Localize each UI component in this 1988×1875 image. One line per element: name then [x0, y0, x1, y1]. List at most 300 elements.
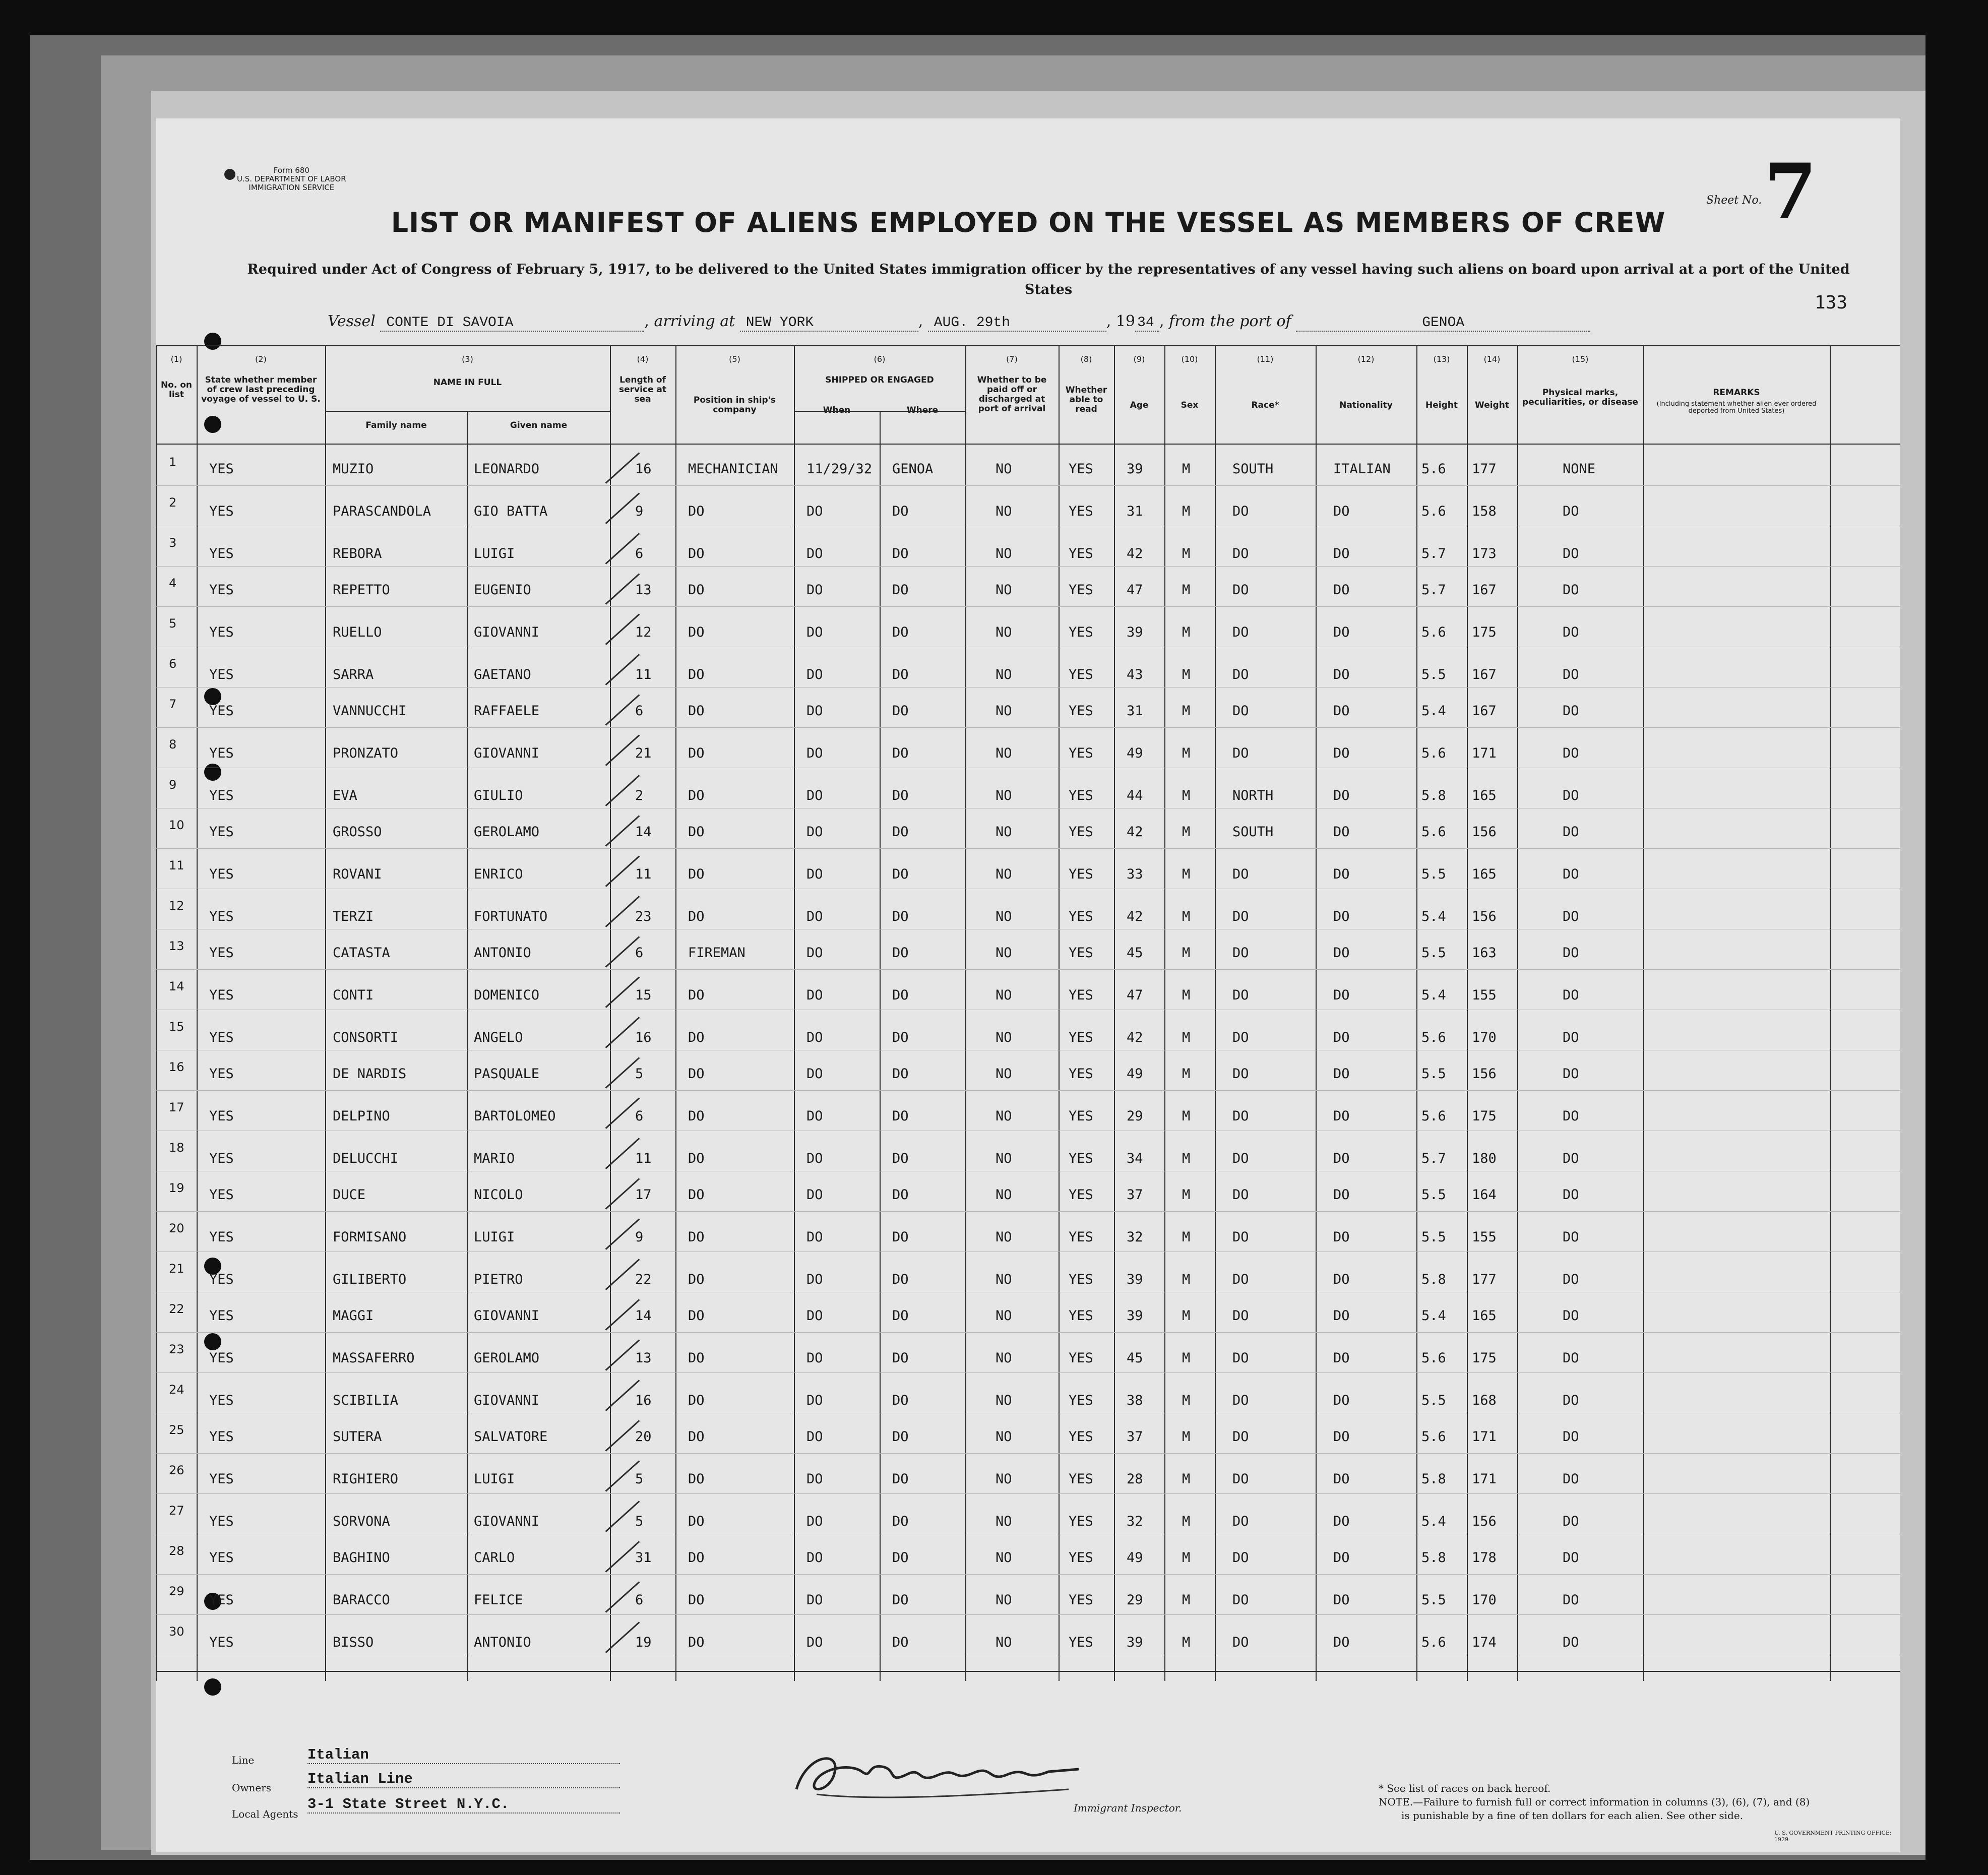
cell-previous-voyage: YES: [209, 1272, 234, 1287]
cell-family-name: DUCE: [333, 1187, 366, 1203]
cell-physical-marks: DO: [1563, 1272, 1579, 1287]
row-rule: [156, 606, 1900, 607]
cell-paid-off: NO: [996, 866, 1012, 882]
header-divider: [325, 411, 610, 412]
cell-shipped-where: DO: [892, 1151, 909, 1166]
agents-value: 3-1 State Street N.Y.C.: [307, 1796, 620, 1814]
header-name: NAME IN FULL: [433, 378, 502, 388]
cell-age: 49: [1127, 745, 1143, 761]
cell-service-length: 14: [635, 1308, 652, 1324]
cell-race: SOUTH: [1232, 461, 1274, 477]
cell-family-name: SARRA: [333, 667, 374, 682]
cell-row-number: 15: [169, 1020, 184, 1034]
cell-weight: 173: [1472, 546, 1497, 561]
cell-given-name: GIOVANNI: [474, 624, 540, 640]
manifest-table: (1) (2) (3) (4) (5) (6) (7) (8) (9) (10) (11) (12) (13) (14) (15) No. on list State whether member of crew last preceding voyage of vessel to U. S. NAME IN FULL Family name Given name Length of service at sea Position in ship's company SHIPPED OR ENGAGED When Where Whether to be paid off or discharged at port of arrival Whether able to read Age Sex Race* Nationality Height Weight Physical marks, peculiarities, or disease REMARKS (Including statement whether alien ever ordered deported from United States) 1 YES MUZIO LEONARDO 16 MECHANICIAN 11/29/32 GENOA NO YES 39 M SOUTH ITALIAN 5.6 177 NONE 2 YES PARASCANDOLA GIO BATTA 9 DO DO DO NO YES 31 M DO DO 5.6 158 DO 3 YES REBORA LUIGI 6 DO DO DO NO YES 42 M DO DO 5.7 173 DO 4 YES REPETTO EUGENIO 13 DO DO DO NO YES 47 M DO DO 5.7 167 DO 5 YES RUELLO GIOVANNI 12 DO DO DO NO YES 39 M DO DO 5.6 175 DO 6 YES SARRA GAETANO 11 DO DO DO NO YES 43 M DO DO 5.5 167 DO 7 YES VANNUCCHI RAFFAELE 6 DO DO DO NO YES 31 M DO DO 5.4 167 DO 8 YES PRONZATO GIOVANNI 21 DO DO DO NO YES 49 M DO DO 5.6 171 DO 9 YES EVA GIULIO 2 DO DO DO NO YES 44 M NORTH DO 5.8 165 DO 10 YES GROSSO GEROLAMO 14 DO DO DO NO YES 42 M SOUTH DO 5.6 156 DO 11 YES ROVANI ENRICO 11 DO DO DO NO YES 33 M DO DO 5.5 165 DO 12 YES TERZI FORTUNATO 23 DO DO DO NO YES 42 M DO DO 5.4 156 DO 13 YES CATASTA ANTONIO 6 FIREMAN DO DO NO YES 45 M DO DO 5.5 163 DO 14 YES CONTI DOMENICO 15 DO DO DO NO YES 47 M DO DO 5.4 155 DO 15 YES CONSORTI ANGELO 16 DO DO DO NO YES 42 M DO DO 5.6 170 DO 16 YES DE NARDIS PASQUALE 5 DO DO DO NO YES 49 M DO DO 5.5 156 DO 17 YES DELPINO BARTOLOMEO 6 DO DO DO NO YES 29 M DO DO 5.6 175 DO 18 YES DELUCCHI MARIO 11 DO DO DO NO YES 34 M DO DO 5.7 180 DO 19 YES DUCE NICOLO 17 DO DO DO NO YES 37 M DO DO 5.5 164 DO 20 YES FORMISANO LUIGI 9 DO DO DO NO YES 32 M DO DO 5.5 155 DO 21 YES GILIBERTO PIETRO 22 DO DO DO NO YES 39 M DO DO 5.8 177 DO 22 YES MAGGI GIOVANNI 14 DO DO DO NO YES 39 M DO DO 5.4 165 DO 23 YES MASSAFERRO GEROLAMO 13 DO DO DO NO YES 45 M DO DO 5.6 175 DO 24 YES SCIBILIA GIOVANNI 16 DO DO DO NO YES 38 M DO DO 5.5 168 DO 25 YES SUTERA SALVATORE 20 DO DO DO NO YES 37 M DO DO 5.6 171 DO 26 YES RIGHIERO LUIGI 5 DO DO DO NO YES 28 M DO DO 5.8 171 DO 27 YES SORVONA GIOVANNI 5 DO DO DO NO YES 32 M DO DO 5.4 156 DO 28 YES BAGHINO CARLO 31 DO DO DO NO YES 49 M DO DO 5.8 178 DO 29 YES BARACCO FELICE 6 DO DO DO NO YES 29 M DO DO 5.5 170 DO 30 YES BISSO ANTONIO 19 DO DO DO NO YES 39 M DO DO 5.6 174 DO: [156, 345, 1900, 1681]
cell-position: DO: [688, 1151, 705, 1166]
cell-shipped-when: DO: [806, 667, 823, 682]
table-border: [156, 345, 1900, 346]
cell-shipped-where: DO: [892, 824, 909, 840]
cell-previous-voyage: YES: [209, 1108, 234, 1124]
cell-nationality: DO: [1333, 945, 1350, 961]
cell-sex: M: [1182, 1108, 1191, 1124]
cell-row-number: 14: [169, 979, 184, 993]
cell-race: DO: [1232, 1350, 1249, 1366]
cell-previous-voyage: YES: [209, 504, 234, 519]
cell-service-length: 5: [635, 1514, 644, 1529]
cell-race: SOUTH: [1232, 824, 1274, 840]
cell-family-name: GILIBERTO: [333, 1272, 407, 1287]
cell-given-name: GIULIO: [474, 788, 523, 803]
cell-service-length: 11: [635, 1151, 652, 1166]
cell-service-length: 13: [635, 1350, 652, 1366]
cell-physical-marks: DO: [1563, 1550, 1579, 1566]
department-seal: [224, 169, 235, 180]
cell-paid-off: NO: [996, 1187, 1012, 1203]
cell-race: DO: [1232, 1514, 1249, 1529]
cell-sex: M: [1182, 945, 1191, 961]
penalty-note-continued: is punishable by a fine of ten dollars for each alien. See other side.: [1401, 1809, 1744, 1822]
cell-nationality: DO: [1333, 1229, 1350, 1245]
cell-weight: 156: [1472, 909, 1497, 924]
cell-position: MECHANICIAN: [688, 461, 778, 477]
cell-family-name: DELUCCHI: [333, 1151, 399, 1166]
header-service: Length of service at sea: [618, 375, 667, 404]
column-divider: [1416, 345, 1417, 1681]
cell-previous-voyage: YES: [209, 1471, 234, 1487]
column-divider: [794, 345, 795, 1681]
cell-position: DO: [688, 1108, 705, 1124]
cell-position: DO: [688, 1550, 705, 1566]
cell-race: DO: [1232, 1471, 1249, 1487]
cell-service-length: 6: [635, 1592, 644, 1608]
cell-shipped-where: DO: [892, 1429, 909, 1445]
cell-height: 5.7: [1421, 1151, 1446, 1166]
cell-family-name: REBORA: [333, 546, 382, 561]
cell-given-name: GIOVANNI: [474, 1393, 540, 1408]
cell-weight: 171: [1472, 1471, 1497, 1487]
cell-shipped-when: DO: [806, 745, 823, 761]
cell-given-name: GAETANO: [474, 667, 531, 682]
cell-race: DO: [1232, 866, 1249, 882]
cell-row-number: 27: [169, 1504, 184, 1518]
cell-shipped-where: DO: [892, 1393, 909, 1408]
cell-given-name: PIETRO: [474, 1272, 523, 1287]
cell-able-to-read: YES: [1069, 1550, 1093, 1566]
cell-row-number: 1: [169, 455, 177, 469]
header-age: Age: [1130, 400, 1149, 410]
cell-nationality: DO: [1333, 1350, 1350, 1366]
cell-position: DO: [688, 1429, 705, 1445]
cell-nationality: DO: [1333, 788, 1350, 803]
cell-weight: 167: [1472, 582, 1497, 598]
cell-shipped-where: GENOA: [892, 461, 934, 477]
cell-race: DO: [1232, 582, 1249, 598]
cell-shipped-where: DO: [892, 582, 909, 598]
cell-family-name: DE NARDIS: [333, 1066, 407, 1082]
cell-previous-voyage: YES: [209, 945, 234, 961]
cell-able-to-read: YES: [1069, 1108, 1093, 1124]
row-rule: [156, 848, 1900, 849]
cell-age: 39: [1127, 1635, 1143, 1650]
line-value: Italian: [307, 1746, 620, 1764]
cell-position: DO: [688, 582, 705, 598]
arriving-port: NEW YORK: [740, 315, 918, 332]
header-divider: [794, 411, 965, 412]
cell-shipped-where: DO: [892, 909, 909, 924]
cell-able-to-read: YES: [1069, 1635, 1093, 1650]
cell-physical-marks: DO: [1563, 1229, 1579, 1245]
cell-paid-off: NO: [996, 987, 1012, 1003]
cell-race: DO: [1232, 1066, 1249, 1082]
cell-shipped-where: DO: [892, 624, 909, 640]
cell-shipped-when: DO: [806, 1030, 823, 1045]
cell-service-length: 9: [635, 504, 644, 519]
cell-nationality: DO: [1333, 1550, 1350, 1566]
cell-paid-off: NO: [996, 1151, 1012, 1166]
cell-able-to-read: YES: [1069, 667, 1093, 682]
cell-height: 5.8: [1421, 1550, 1446, 1566]
cell-nationality: DO: [1333, 824, 1350, 840]
cell-shipped-when: DO: [806, 1514, 823, 1529]
cell-service-length: 6: [635, 546, 644, 561]
cell-family-name: PARASCANDOLA: [333, 504, 431, 519]
cell-service-length: 17: [635, 1187, 652, 1203]
cell-physical-marks: DO: [1563, 788, 1579, 803]
cell-height: 5.6: [1421, 1429, 1446, 1445]
cell-able-to-read: YES: [1069, 504, 1093, 519]
cell-row-number: 28: [169, 1544, 184, 1558]
cell-shipped-where: DO: [892, 1066, 909, 1082]
header-when: When: [823, 405, 851, 415]
cell-race: DO: [1232, 1308, 1249, 1324]
cell-shipped-where: DO: [892, 703, 909, 719]
cell-physical-marks: DO: [1563, 624, 1579, 640]
cell-family-name: RIGHIERO: [333, 1471, 399, 1487]
cell-weight: 158: [1472, 504, 1497, 519]
cell-previous-voyage: YES: [209, 1592, 234, 1608]
cell-physical-marks: DO: [1563, 1592, 1579, 1608]
cell-previous-voyage: YES: [209, 1229, 234, 1245]
cell-position: DO: [688, 745, 705, 761]
cell-previous-voyage: YES: [209, 667, 234, 682]
cell-height: 5.6: [1421, 1635, 1446, 1650]
cell-shipped-where: DO: [892, 546, 909, 561]
header-no: No. on list: [160, 380, 193, 400]
cell-physical-marks: DO: [1563, 546, 1579, 561]
cell-sex: M: [1182, 703, 1191, 719]
cell-service-length: 12: [635, 624, 652, 640]
cell-physical-marks: NONE: [1563, 461, 1596, 477]
cell-service-length: 13: [635, 582, 652, 598]
cell-able-to-read: YES: [1069, 1151, 1093, 1166]
cell-position: DO: [688, 1229, 705, 1245]
cell-service-length: 16: [635, 1393, 652, 1408]
arrival-date: AUG. 29th: [928, 315, 1106, 332]
cell-given-name: EUGENIO: [474, 582, 531, 598]
cell-height: 5.7: [1421, 546, 1446, 561]
cell-weight: 155: [1472, 1229, 1497, 1245]
cell-previous-voyage: YES: [209, 624, 234, 640]
cell-service-length: 23: [635, 909, 652, 924]
cell-race: DO: [1232, 1429, 1249, 1445]
cell-age: 31: [1127, 504, 1143, 519]
cell-sex: M: [1182, 546, 1191, 561]
cell-previous-voyage: YES: [209, 1030, 234, 1045]
header-position: Position in ship's company: [693, 395, 776, 415]
cell-service-length: 2: [635, 788, 644, 803]
cell-previous-voyage: YES: [209, 582, 234, 598]
cell-race: DO: [1232, 1151, 1249, 1166]
cell-position: DO: [688, 546, 705, 561]
cell-shipped-when: DO: [806, 1229, 823, 1245]
cell-service-length: 16: [635, 1030, 652, 1045]
cell-age: 29: [1127, 1592, 1143, 1608]
header-previous-voyage: State whether member of crew last preceding voyage of vessel to U. S.: [201, 375, 321, 404]
cell-position: DO: [688, 624, 705, 640]
cell-height: 5.5: [1421, 1229, 1446, 1245]
cell-able-to-read: YES: [1069, 1592, 1093, 1608]
cell-position: DO: [688, 1635, 705, 1650]
row-rule: [156, 566, 1900, 567]
owners-label: Owners: [232, 1782, 272, 1794]
header-race: Race*: [1251, 400, 1279, 410]
cell-paid-off: NO: [996, 1635, 1012, 1650]
row-rule: [156, 1453, 1900, 1454]
header-weight: Weight: [1475, 400, 1509, 410]
cell-able-to-read: YES: [1069, 1272, 1093, 1287]
cell-position: DO: [688, 987, 705, 1003]
cell-weight: 156: [1472, 1514, 1497, 1529]
cell-previous-voyage: YES: [209, 703, 234, 719]
cell-age: 28: [1127, 1471, 1143, 1487]
cell-service-length: 15: [635, 987, 652, 1003]
cell-physical-marks: DO: [1563, 866, 1579, 882]
cell-sex: M: [1182, 667, 1191, 682]
cell-race: DO: [1232, 1187, 1249, 1203]
column-divider: [610, 345, 611, 1681]
cell-given-name: ANTONIO: [474, 1635, 531, 1650]
cell-nationality: DO: [1333, 582, 1350, 598]
cell-position: DO: [688, 504, 705, 519]
cell-row-number: 8: [169, 737, 177, 752]
column-divider: [1215, 345, 1216, 1681]
arrival-year: 34: [1135, 315, 1159, 332]
penalty-note: NOTE.—Failure to furnish full or correct information in columns (3), (6), (7), and (8): [1379, 1796, 1810, 1808]
cell-nationality: DO: [1333, 1030, 1350, 1045]
cell-row-number: 2: [169, 495, 177, 510]
cell-sex: M: [1182, 1308, 1191, 1324]
cell-weight: 167: [1472, 703, 1497, 719]
cell-family-name: CONTI: [333, 987, 374, 1003]
punch-hole: [204, 1678, 221, 1696]
cell-row-number: 24: [169, 1383, 184, 1397]
cell-service-length: 6: [635, 945, 644, 961]
cell-family-name: TERZI: [333, 909, 374, 924]
row-rule: [156, 1211, 1900, 1212]
cell-family-name: MUZIO: [333, 461, 374, 477]
cell-able-to-read: YES: [1069, 1350, 1093, 1366]
column-divider: [467, 411, 468, 1681]
cell-given-name: FELICE: [474, 1592, 523, 1608]
cell-paid-off: NO: [996, 1592, 1012, 1608]
cell-weight: 155: [1472, 987, 1497, 1003]
cell-weight: 177: [1472, 1272, 1497, 1287]
cell-able-to-read: YES: [1069, 987, 1093, 1003]
cell-age: 39: [1127, 1308, 1143, 1324]
cell-able-to-read: YES: [1069, 745, 1093, 761]
cell-height: 5.5: [1421, 667, 1446, 682]
cell-previous-voyage: YES: [209, 1308, 234, 1324]
cell-race: NORTH: [1232, 788, 1274, 803]
cell-shipped-where: DO: [892, 667, 909, 682]
cell-shipped-where: DO: [892, 987, 909, 1003]
cell-height: 5.8: [1421, 1272, 1446, 1287]
cell-height: 5.6: [1421, 624, 1446, 640]
cell-nationality: DO: [1333, 703, 1350, 719]
cell-race: DO: [1232, 703, 1249, 719]
cell-service-length: 6: [635, 703, 644, 719]
cell-shipped-where: DO: [892, 1550, 909, 1566]
cell-physical-marks: DO: [1563, 1393, 1579, 1408]
cell-paid-off: NO: [996, 1350, 1012, 1366]
cell-position: DO: [688, 1308, 705, 1324]
cell-shipped-when: DO: [806, 1187, 823, 1203]
cell-shipped-when: DO: [806, 1272, 823, 1287]
cell-previous-voyage: YES: [209, 1429, 234, 1445]
cell-family-name: SUTERA: [333, 1429, 382, 1445]
cell-paid-off: NO: [996, 546, 1012, 561]
cell-nationality: DO: [1333, 1272, 1350, 1287]
cell-shipped-where: DO: [892, 1514, 909, 1529]
header-remarks: REMARKS: [1713, 388, 1760, 398]
cell-shipped-when: DO: [806, 1308, 823, 1324]
cell-shipped-where: DO: [892, 1350, 909, 1366]
page-subtitle: Required under Act of Congress of February 5, 1917, to be delivered to the United States immigration officer by the representatives of any vessel having such aliens on board upon arrival at a port of the United States: [247, 262, 1850, 297]
cell-nationality: DO: [1333, 1592, 1350, 1608]
cell-shipped-when: DO: [806, 1151, 823, 1166]
cell-given-name: GEROLAMO: [474, 824, 540, 840]
cell-given-name: LUIGI: [474, 1471, 515, 1487]
cell-height: 5.5: [1421, 1393, 1446, 1408]
cell-race: DO: [1232, 1030, 1249, 1045]
cell-given-name: LEONARDO: [474, 461, 540, 477]
cell-race: DO: [1232, 745, 1249, 761]
cell-shipped-when: DO: [806, 945, 823, 961]
cell-weight: 164: [1472, 1187, 1497, 1203]
cell-able-to-read: YES: [1069, 1429, 1093, 1445]
cell-age: 42: [1127, 546, 1143, 561]
cell-paid-off: NO: [996, 1066, 1012, 1082]
sheet-label: Sheet No.: [1706, 194, 1762, 207]
header-family-name: Family name: [365, 420, 427, 430]
cell-previous-voyage: YES: [209, 1187, 234, 1203]
cell-physical-marks: DO: [1563, 1635, 1579, 1650]
cell-given-name: ANTONIO: [474, 945, 531, 961]
cell-height: 5.4: [1421, 909, 1446, 924]
cell-family-name: REPETTO: [333, 582, 390, 598]
cell-sex: M: [1182, 461, 1191, 477]
cell-given-name: LUIGI: [474, 1229, 515, 1245]
cell-given-name: RAFFAELE: [474, 703, 540, 719]
cell-age: 32: [1127, 1514, 1143, 1529]
cell-given-name: BARTOLOMEO: [474, 1108, 556, 1124]
cell-height: 5.4: [1421, 987, 1446, 1003]
cell-sex: M: [1182, 1592, 1191, 1608]
cell-nationality: DO: [1333, 624, 1350, 640]
cell-family-name: VANNUCCHI: [333, 703, 407, 719]
cell-shipped-when: DO: [806, 1393, 823, 1408]
column-divider: [965, 345, 966, 1681]
cell-row-number: 7: [169, 697, 177, 711]
cell-nationality: ITALIAN: [1333, 461, 1391, 477]
cell-shipped-where: DO: [892, 1592, 909, 1608]
cell-shipped-when: DO: [806, 1471, 823, 1487]
cell-nationality: DO: [1333, 1308, 1350, 1324]
cell-row-number: 25: [169, 1423, 184, 1437]
cell-position: DO: [688, 1514, 705, 1529]
cell-shipped-where: DO: [892, 1108, 909, 1124]
cell-paid-off: NO: [996, 909, 1012, 924]
cell-paid-off: NO: [996, 1229, 1012, 1245]
cell-sex: M: [1182, 745, 1191, 761]
cell-row-number: 21: [169, 1262, 184, 1276]
cell-nationality: DO: [1333, 667, 1350, 682]
cell-paid-off: NO: [996, 667, 1012, 682]
cell-physical-marks: DO: [1563, 1030, 1579, 1045]
cell-paid-off: NO: [996, 1308, 1012, 1324]
cell-given-name: MARIO: [474, 1151, 515, 1166]
row-rule: [156, 727, 1900, 728]
cell-age: 32: [1127, 1229, 1143, 1245]
cell-paid-off: NO: [996, 824, 1012, 840]
cell-service-length: 11: [635, 866, 652, 882]
cell-given-name: PASQUALE: [474, 1066, 540, 1082]
cell-age: 42: [1127, 1030, 1143, 1045]
cell-given-name: ENRICO: [474, 866, 523, 882]
cell-weight: 171: [1472, 745, 1497, 761]
cell-weight: 175: [1472, 1350, 1497, 1366]
cell-given-name: FORTUNATO: [474, 909, 548, 924]
column-divider: [1830, 345, 1831, 1681]
cell-able-to-read: YES: [1069, 1308, 1093, 1324]
cell-physical-marks: DO: [1563, 1308, 1579, 1324]
cell-previous-voyage: YES: [209, 546, 234, 561]
cell-shipped-when: DO: [806, 1550, 823, 1566]
cell-shipped-when: DO: [806, 909, 823, 924]
cell-position: DO: [688, 1592, 705, 1608]
cell-paid-off: NO: [996, 1272, 1012, 1287]
cell-nationality: DO: [1333, 1429, 1350, 1445]
cell-shipped-when: DO: [806, 824, 823, 840]
cell-race: DO: [1232, 1393, 1249, 1408]
cell-row-number: 20: [169, 1221, 184, 1235]
cell-shipped-where: DO: [892, 1635, 909, 1650]
cell-height: 5.6: [1421, 1108, 1446, 1124]
cell-row-number: 19: [169, 1181, 184, 1195]
cell-previous-voyage: YES: [209, 745, 234, 761]
cell-position: DO: [688, 1066, 705, 1082]
cell-position: DO: [688, 788, 705, 803]
cell-height: 5.5: [1421, 945, 1446, 961]
cell-height: 5.6: [1421, 1350, 1446, 1366]
cell-height: 5.5: [1421, 1592, 1446, 1608]
cell-sex: M: [1182, 1514, 1191, 1529]
cell-nationality: DO: [1333, 546, 1350, 561]
cell-weight: 180: [1472, 1151, 1497, 1166]
cell-physical-marks: DO: [1563, 1350, 1579, 1366]
cell-nationality: DO: [1333, 1151, 1350, 1166]
